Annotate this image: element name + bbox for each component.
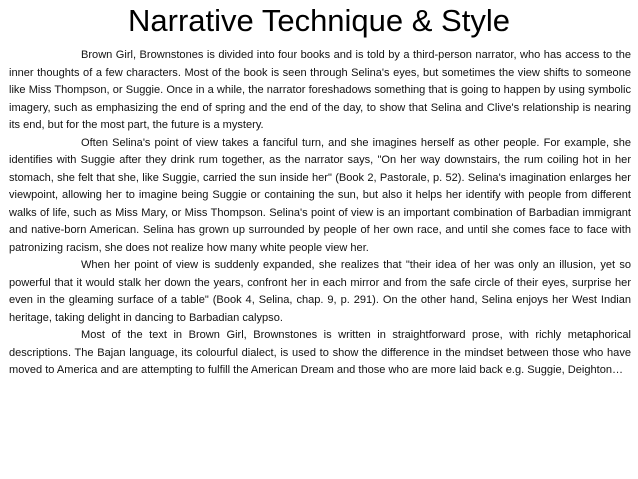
slide-title: Narrative Technique & Style: [128, 3, 510, 38]
paragraph-narrator: Brown Girl, Brownstones is divided into four books and is told by a third-person narrator, who has access to the inner thoughts of a few characters. Most of the book is seen through Selina's eyes, but sometimes the view shifts to someone like Miss Thompson, or Suggie. Once in a while, the narrator foreshadows something that is going to happen by using symbolic imagery, such as emphasizing the end of spring and the end of the day, to show that Selina and Clive's relationship is nearing its end, but for the most part, the future is a mystery.: [9, 49, 631, 131]
paragraph-point-of-view: Often Selina's point of view takes a fanciful turn, and she imagines herself as other people. For example, she identifies with Suggie after they drink rum together, as the narrator says, "On her way downstairs, the rum coiling hot in her stomach, she felt that she, like Suggie, carried the sun inside her" (Book 2, Pastorale, p. 52). Selina's imagination enlarges her viewpoint, allowing her to imagine being Suggie or containing the sun, but also it helps her identify with people from different walks of life, such as Miss Mary, or Miss Thompson. Selina's point of view is an important combination of Barbadian immigrant and native-born American. Selina has grown up surrounded by people of her own race, and until she comes face to face with patronizing racism, she does not realize how many white people view her.: [9, 136, 631, 254]
paragraph-prose-style: Most of the text in Brown Girl, Brownstones is written in straightforward prose, with richly metaphorical descriptions. The Bajan language, its colourful dialect, is used to show the difference in the mindset between those who have moved to America and are attempting to fulfill the American Dream and those who are more laid back e.g. Suggie, Deighton…: [9, 329, 631, 376]
paragraph-expanded-view: When her point of view is suddenly expanded, she realizes that "their idea of her was only an illusion, yet so powerful that it would stalk her down the years, confront her in each mirror and from the safe circle of their eyes, surprise her even in the gleaming surface of a table" (Book 4, Selina, chap. 9, p. 291). On the other hand, Selina enjoys her West Indian heritage, taking delight in dancing to Barbadian calypso.: [9, 259, 631, 324]
slide-body: [9, 47, 631, 380]
